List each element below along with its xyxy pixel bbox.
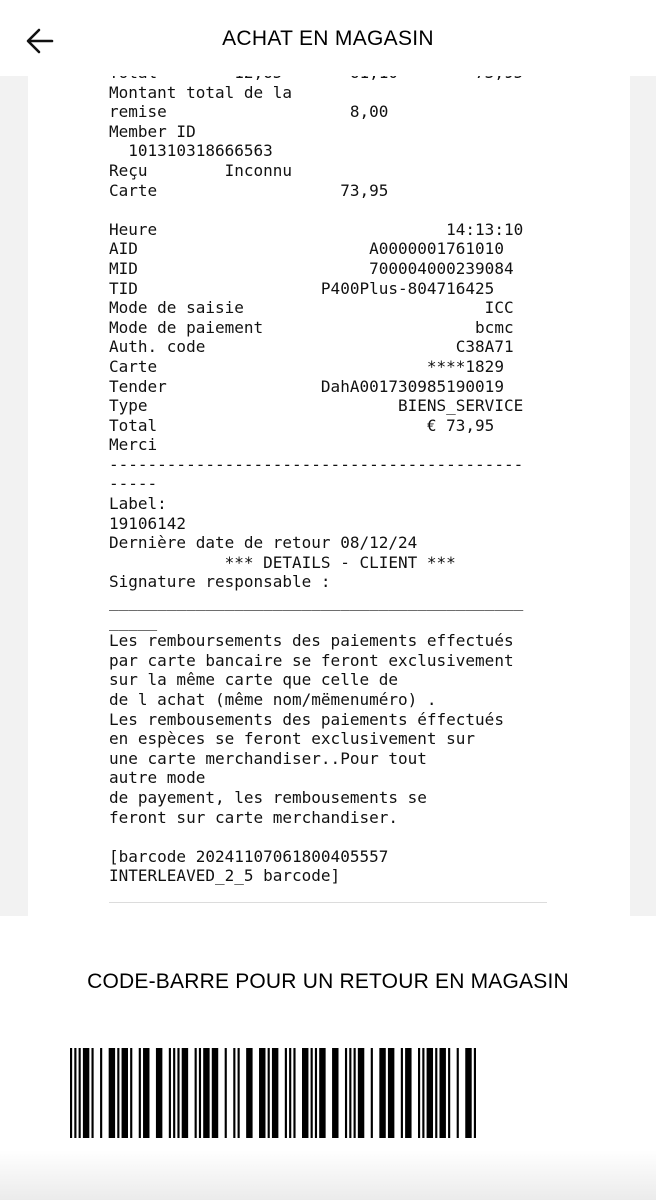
receipt-line: INTERLEAVED_2_5 barcode] [109,866,341,886]
receipt-line: une carte merchandiser..Pour tout [109,748,427,768]
barcode-bar [349,1048,351,1138]
barcode-bar [74,1048,76,1138]
barcode-bar [268,1048,270,1138]
barcode-bar [354,1048,356,1138]
receipt-line: en espèces se feront exclusivement sur [109,729,476,749]
receipt-line: sur la même carte que celle de [109,670,398,690]
receipt-line: de l achat (même nom/mëmenuméro) . [109,690,437,709]
barcode-heading: CODE-BARRE POUR UN RETOUR EN MAGASIN [87,970,569,993]
receipt-text [109,63,523,886]
left-gutter [0,76,28,916]
header [0,0,656,76]
receipt-line: Les remboursements des paiements effectués [109,631,514,651]
barcode-bar [83,1048,89,1138]
barcode-bar [427,1048,433,1138]
receipt-line: Heure 14:13:10 [109,219,524,239]
barcode-bar [70,1048,72,1138]
barcode-bar [109,1048,115,1138]
barcode-bar [195,1048,197,1138]
receipt-line: remise 8,00 [109,102,389,122]
barcode-bar [439,1048,445,1138]
barcode-bar [422,1048,424,1138]
receipt-line: 19106142 [109,513,187,533]
bottom-panel-edge [0,1150,656,1200]
barcode-bar [156,1048,162,1138]
barcode-bar [225,1048,227,1138]
barcode-bar [117,1048,119,1138]
receipt-line: TID P400Plus-804716425 [109,278,495,298]
barcode-bar [233,1048,235,1138]
receipt-line: Label: [109,494,167,514]
barcode-bar [182,1048,188,1138]
receipt-line: Signature responsable : [109,572,331,592]
barcode-bar [293,1048,295,1138]
barcode-bar [177,1048,179,1138]
barcode-bar [418,1048,420,1138]
barcode-bar [100,1048,102,1138]
receipt-end-divider [109,902,547,903]
receipt-line: Carte 73,95 [109,180,389,200]
receipt-line: Mode de paiement bcmc [109,317,514,337]
barcode-bar [285,1048,287,1138]
barcode-bar [474,1048,476,1138]
barcode-bar [435,1048,437,1138]
barcode-bar [448,1048,450,1138]
barcode-bar [212,1048,218,1138]
barcode-bar [332,1048,338,1138]
page-title: ACHAT EN MAGASIN [222,27,434,50]
receipt-line: ----- [109,474,158,494]
receipt-line: ------------------------------------------- [109,454,524,474]
receipt-line: de payement, les rembousements se [109,787,427,807]
receipt-line: 101310318666563 [109,141,273,161]
receipt-line: Total € 73,95 [109,415,495,435]
receipt-line: *** DETAILS - CLIENT *** [109,552,456,572]
barcode-bar [289,1048,291,1138]
receipt-line: Dernière date de retour 08/12/24 [109,533,418,553]
barcode-bar [401,1048,403,1138]
receipt-line: ___________________________________________ [109,592,524,612]
receipt-scroll-area[interactable] [28,76,630,916]
barcode-bar [358,1048,364,1138]
barcode-bar [302,1048,308,1138]
barcode-bar [199,1048,201,1138]
right-gutter [630,76,656,916]
barcode-bar [259,1048,265,1138]
receipt-line: Tender DahA001730985190019 [109,376,504,396]
barcode-bar [238,1048,240,1138]
receipt-line: _____ [109,611,158,631]
barcode-bar [345,1048,347,1138]
barcode-bar [315,1048,317,1138]
barcode-bar [122,1048,128,1138]
receipt-line: Montant total de la [109,82,293,102]
receipt-line: [barcode 20241107061800405557 [109,846,389,866]
barcode-bar [405,1048,411,1138]
receipt-line: Carte ****1829 [109,356,504,376]
barcode-bar [173,1048,175,1138]
return-barcode [70,1048,476,1138]
barcode-bar [379,1048,385,1138]
receipt-line: MID 700004000239084 [109,258,514,278]
barcode-bar [371,1048,373,1138]
barcode-bar [246,1048,252,1138]
barcode-bar [311,1048,313,1138]
barcode-bar [79,1048,81,1138]
receipt-line: autre mode [109,768,206,788]
barcode-bar [130,1048,132,1138]
barcode-bar [203,1048,209,1138]
barcode-bar [91,1048,93,1138]
barcode-bar [169,1048,171,1138]
barcode-bar [139,1048,141,1138]
receipt-line: Reçu Inconnu [109,160,293,180]
receipt-line: Les rembousements des paiements éffectués [109,709,504,729]
receipt-line: feront sur carte merchandiser. [109,807,398,827]
receipt-line: Auth. code C38A71 [109,337,514,357]
receipt-line: AID A0000001761010 [109,239,504,259]
receipt-line: Member ID [109,121,196,141]
barcode-bar [465,1048,471,1138]
barcode-bar [388,1048,394,1138]
receipt-line: Merci [109,435,158,455]
receipt-line: Type BIENS_SERVICE [109,396,524,416]
receipt-line: par carte bancaire se feront exclusivement [109,650,514,670]
barcode-bar [319,1048,325,1138]
receipt-line: Mode de saisie ICC [109,298,514,318]
barcode-bar [272,1048,278,1138]
barcode-bar [143,1048,149,1138]
barcode-bar [457,1048,459,1138]
